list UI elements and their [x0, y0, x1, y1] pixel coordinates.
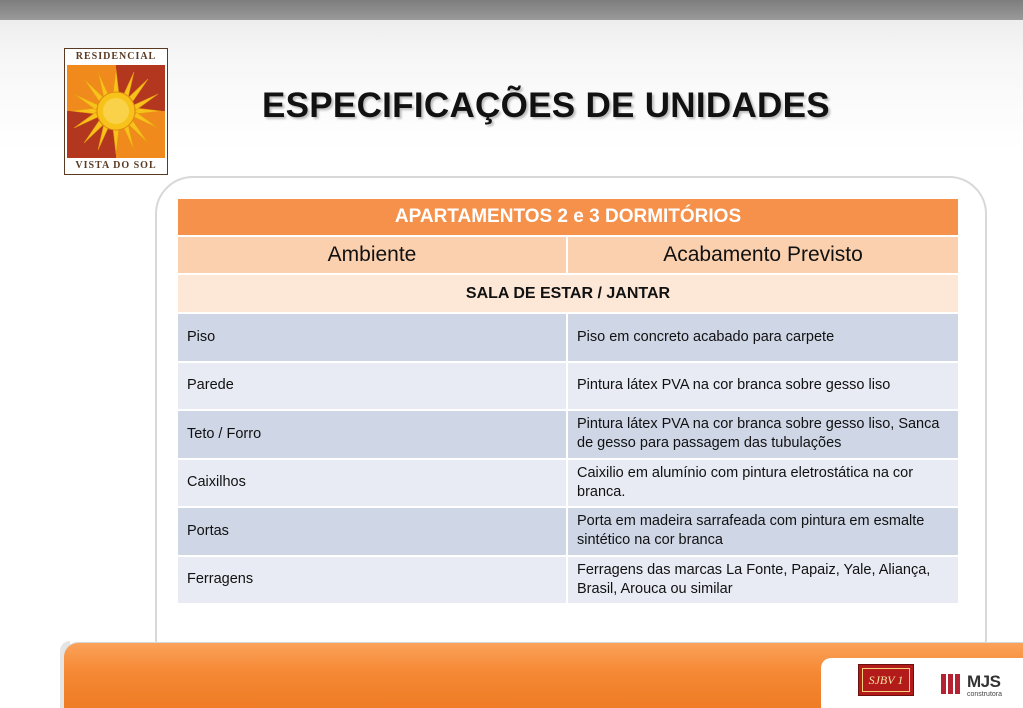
table-header-row [177, 198, 959, 236]
logo-bottom-text: VISTA DO SOL [75, 160, 157, 171]
acabamento-cell: Caixilio em alumínio com pintura eletrostática na cor branca. [567, 459, 959, 508]
ambiente-cell: Caixilhos [177, 459, 567, 508]
acabamento-cell: Ferragens das marcas La Fonte, Papaiz, Yale, Aliança, Brasil, Arouca ou similar [567, 556, 959, 605]
mjs-construtora-logo [941, 672, 1013, 702]
logo-top-text: RESIDENCIAL [75, 51, 157, 62]
sjbv-logo [858, 664, 914, 696]
section-row [177, 274, 959, 313]
ambiente-cell: Parede [177, 362, 567, 411]
specifications-table [176, 197, 960, 605]
sjbv-logo-text: SJBV 1 [862, 668, 910, 692]
mjs-bars-icon [941, 674, 963, 694]
top-bar [0, 0, 1023, 20]
table-row [177, 410, 959, 459]
residencial-vista-do-sol-logo [64, 48, 168, 175]
column-headers-row [177, 236, 959, 274]
mjs-logo-text: MJS [967, 672, 1001, 691]
table-row [177, 313, 959, 362]
acabamento-cell: Pintura látex PVA na cor branca sobre gesso liso [567, 362, 959, 411]
mjs-logo-subtext: construtora [967, 691, 1003, 698]
table-row [177, 556, 959, 605]
ambiente-cell: Piso [177, 313, 567, 362]
acabamento-cell: Porta em madeira sarrafeada com pintura em esmalte sintético na cor branca [567, 507, 959, 556]
acabamento-cell: Pintura látex PVA na cor branca sobre gesso liso, Sanca de gesso para passagem das tubulações [567, 410, 959, 459]
ambiente-cell: Ferragens [177, 556, 567, 605]
section-title: SALA DE ESTAR / JANTAR [177, 274, 959, 313]
ambiente-cell: Teto / Forro [177, 410, 567, 459]
sun-logo-icon [67, 65, 165, 158]
page-title: ESPECIFICAÇÕES DE UNIDADES [262, 86, 830, 125]
table-row [177, 362, 959, 411]
table-header: APARTAMENTOS 2 e 3 DORMITÓRIOS [177, 198, 959, 236]
ambiente-cell: Portas [177, 507, 567, 556]
table-row [177, 459, 959, 508]
table-row [177, 507, 959, 556]
column-header-ambiente: Ambiente [177, 236, 567, 274]
acabamento-cell: Piso em concreto acabado para carpete [567, 313, 959, 362]
column-header-acabamento: Acabamento Previsto [567, 236, 959, 274]
